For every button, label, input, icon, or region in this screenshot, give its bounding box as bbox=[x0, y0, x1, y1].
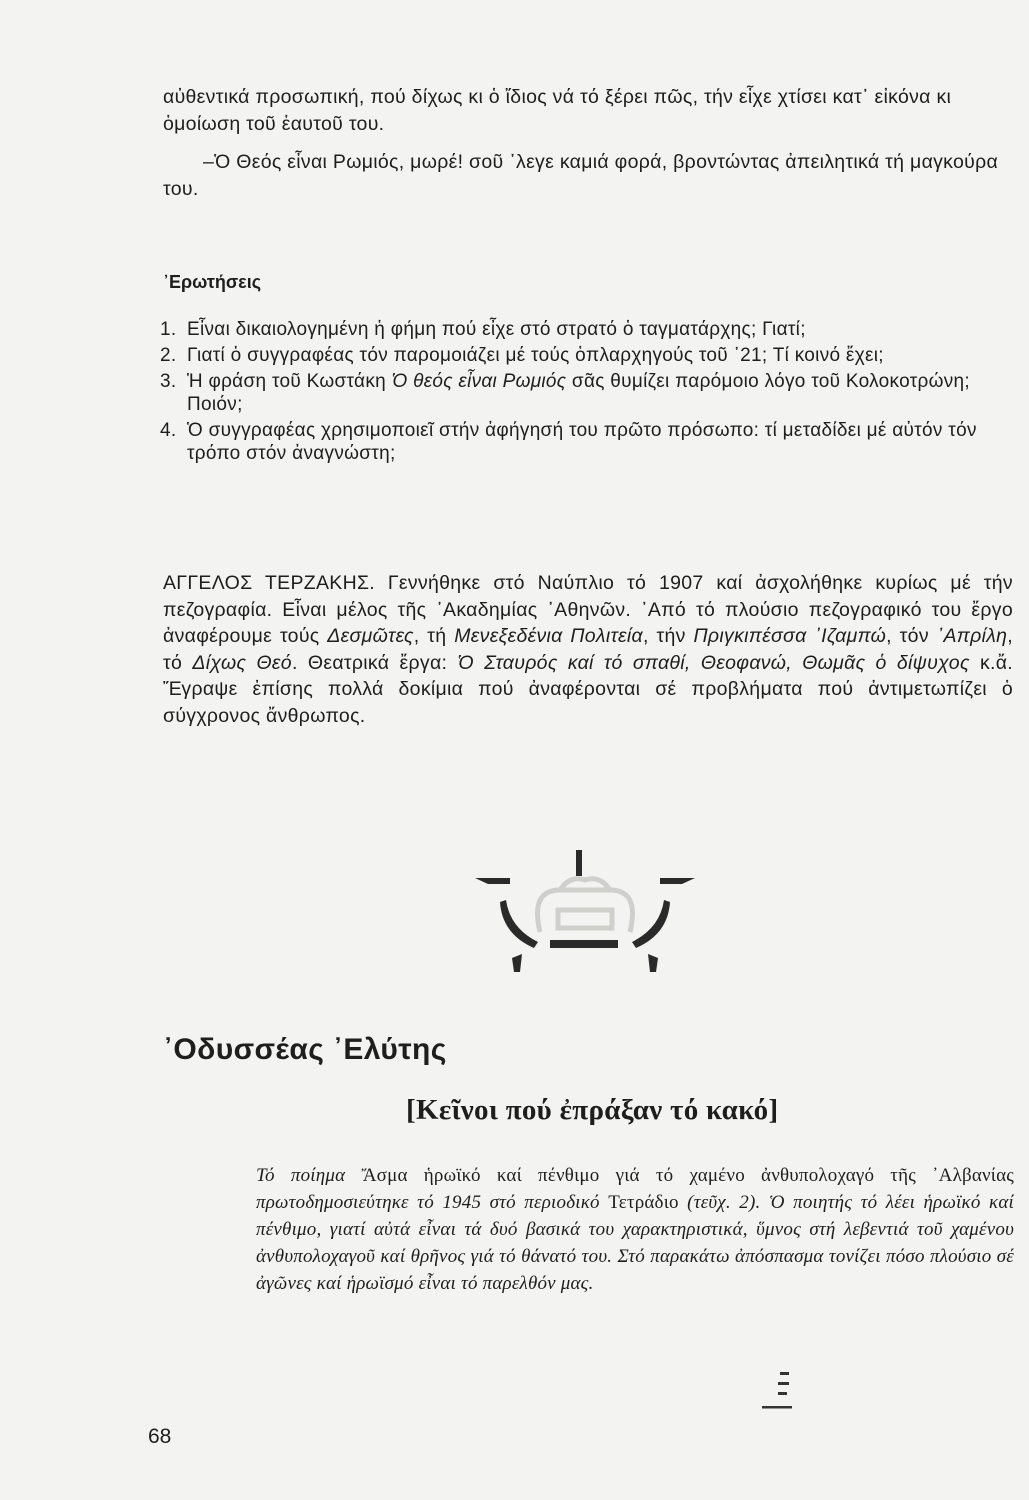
questions-list bbox=[160, 318, 1015, 468]
text-segment: Ἄσμα ἡρωϊκό καί πένθιμο γιά τό χαμένο ἀνθυπολοχαγό τῆς ᾽Αλβανίας bbox=[361, 1165, 1014, 1186]
italic-title-text: Πριγκιπέσσα ᾽Ιζαμπώ bbox=[693, 625, 887, 647]
poem-title: [Κεῖνοι πού ἐπράξαν τό κακό] bbox=[406, 1094, 779, 1126]
text-segment: Ἡ φράση τοῦ Κωστάκη bbox=[187, 371, 392, 392]
questions-heading: ᾽Ερωτήσεις bbox=[163, 272, 262, 292]
question-item bbox=[160, 318, 1015, 341]
ink-mark-icon bbox=[760, 1368, 800, 1413]
text-segment: , τό bbox=[163, 625, 1013, 674]
poem-introduction bbox=[256, 1162, 1014, 1297]
italic-title-text: Ὁ Σταυρός καί τό σπαθί, Θεοφανώ, Θωμᾶς ὁ δίψυχος bbox=[457, 651, 970, 674]
text-segment: ΑΓΓΕΛΟΣ ΤΕΡΖΑΚΗΣ. Γεννήθηκε στό Ναύπλιο τό 1907 καί ἀσχολήθηκε κυρίως μέ τήν πεζογραφία. Εἶναι μέλος τῆς ᾽Ακαδημίας ᾽Αθηνῶν. ᾽Από τό πλούσιο πεζογραφικό του ἔργο ἀναφέρουμε τούς bbox=[163, 572, 1013, 647]
question-number: 1. bbox=[160, 319, 177, 340]
text-segment: , τή bbox=[413, 625, 455, 647]
italic-title-text: ᾽Απρίλη bbox=[936, 625, 1008, 647]
text-segment: , τόν bbox=[886, 625, 937, 647]
italic-title-text: Μενεξεδένια Πολιτεία bbox=[454, 625, 643, 647]
italic-title-text: Δίχως Θεό bbox=[192, 651, 292, 674]
question-item bbox=[160, 370, 1015, 416]
author-heading: ᾽Οδυσσέας ᾽Ελύτης bbox=[163, 1033, 447, 1066]
italic-title-text: Δεσμῶτες bbox=[327, 625, 414, 647]
page-number: 68 bbox=[148, 1425, 172, 1448]
question-number: 4. bbox=[160, 420, 177, 441]
text-segment: σᾶς θυμίζει παρόμοιο λόγο τοῦ Κολοκοτρώνη; Ποιόν; bbox=[187, 371, 971, 415]
question-number: 3. bbox=[160, 371, 177, 392]
text-segment: κ.ἄ. Ἔγραψε ἐπίσης πολλά δοκίμια πού ἀναφέρονται σέ προβλήματα πού ἀντιμετωπίζει ὁ σύγχρονος ἄνθρωπος. bbox=[163, 651, 1013, 727]
question-number: 2. bbox=[160, 345, 177, 366]
text-segment: , τήν bbox=[642, 625, 694, 647]
text-segment: Εἶναι δικαιολογημένη ἡ φήμη πού εἶχε στό στρατό ὁ ταγματάρχης; Γιατί; bbox=[187, 319, 806, 340]
text-segment: πρωτοδημοσιεύτηκε τό 1945 στό περιοδικό bbox=[256, 1192, 609, 1213]
text-segment: . Θεατρικά ἔργα: bbox=[291, 651, 458, 674]
paragraph-continuation: αὐθεντικά προσωπική, πού δίχως κι ὁ ἴδιος νά τό ξέρει πῶς, τήν εἶχε χτίσει κατ᾽ εἰκόνα κι ὁμοίωση τοῦ ἑαυτοῦ του. bbox=[163, 86, 952, 135]
author-bio bbox=[163, 570, 1013, 729]
italic-title-text: Ὁ θεός εἶναι Ρωμιός bbox=[391, 371, 567, 392]
text-segment: Τετράδιο bbox=[608, 1192, 679, 1213]
text-segment: Τό ποίημα bbox=[256, 1165, 362, 1186]
paragraph-quote: –Ὁ Θεός εἶναι Ρωμιός, μωρέ! σοῦ ᾽λεγε καμιά φορά, βροντώντας ἀπειλητικά τή μαγκούρα του. bbox=[163, 151, 999, 200]
text-segment: (τεῦχ. 2). Ὁ ποιητής τό λέει ἡρωϊκό καί πένθιμο, γιατί αὐτά εἶναι τά δυό βασικά του χαρακτηριστικά, ὕμνος στή λεβεντιά τοῦ χαμένου ἀνθυπολοχαγοῦ καί θρῆνος γιά τό θάνατό του. Στό παρακάτω ἀπόσπασμα τονίζει πόσο πλούσιο σέ ἀγῶνες καί ἡρωϊσμό εἶναι τό παρελθόν μας. bbox=[256, 1192, 1014, 1294]
question-item bbox=[160, 344, 1015, 367]
text-segment: Γιατί ὁ συγγραφέας τόν παρομοιάζει μέ τούς ὁπλαρχηγούς τοῦ ᾽21; Τί κοινό ἔχει; bbox=[187, 345, 884, 366]
question-item bbox=[160, 419, 1015, 465]
text-segment: Ὁ συγγραφέας χρησιμοποιεῖ στήν ἀφήγησή του πρῶτο πρόσωπο: τί μεταδίδει μέ αὐτόν τόν τρόπο στόν ἀναγνώστη; bbox=[187, 420, 977, 464]
printers-ornament-icon bbox=[470, 850, 700, 975]
